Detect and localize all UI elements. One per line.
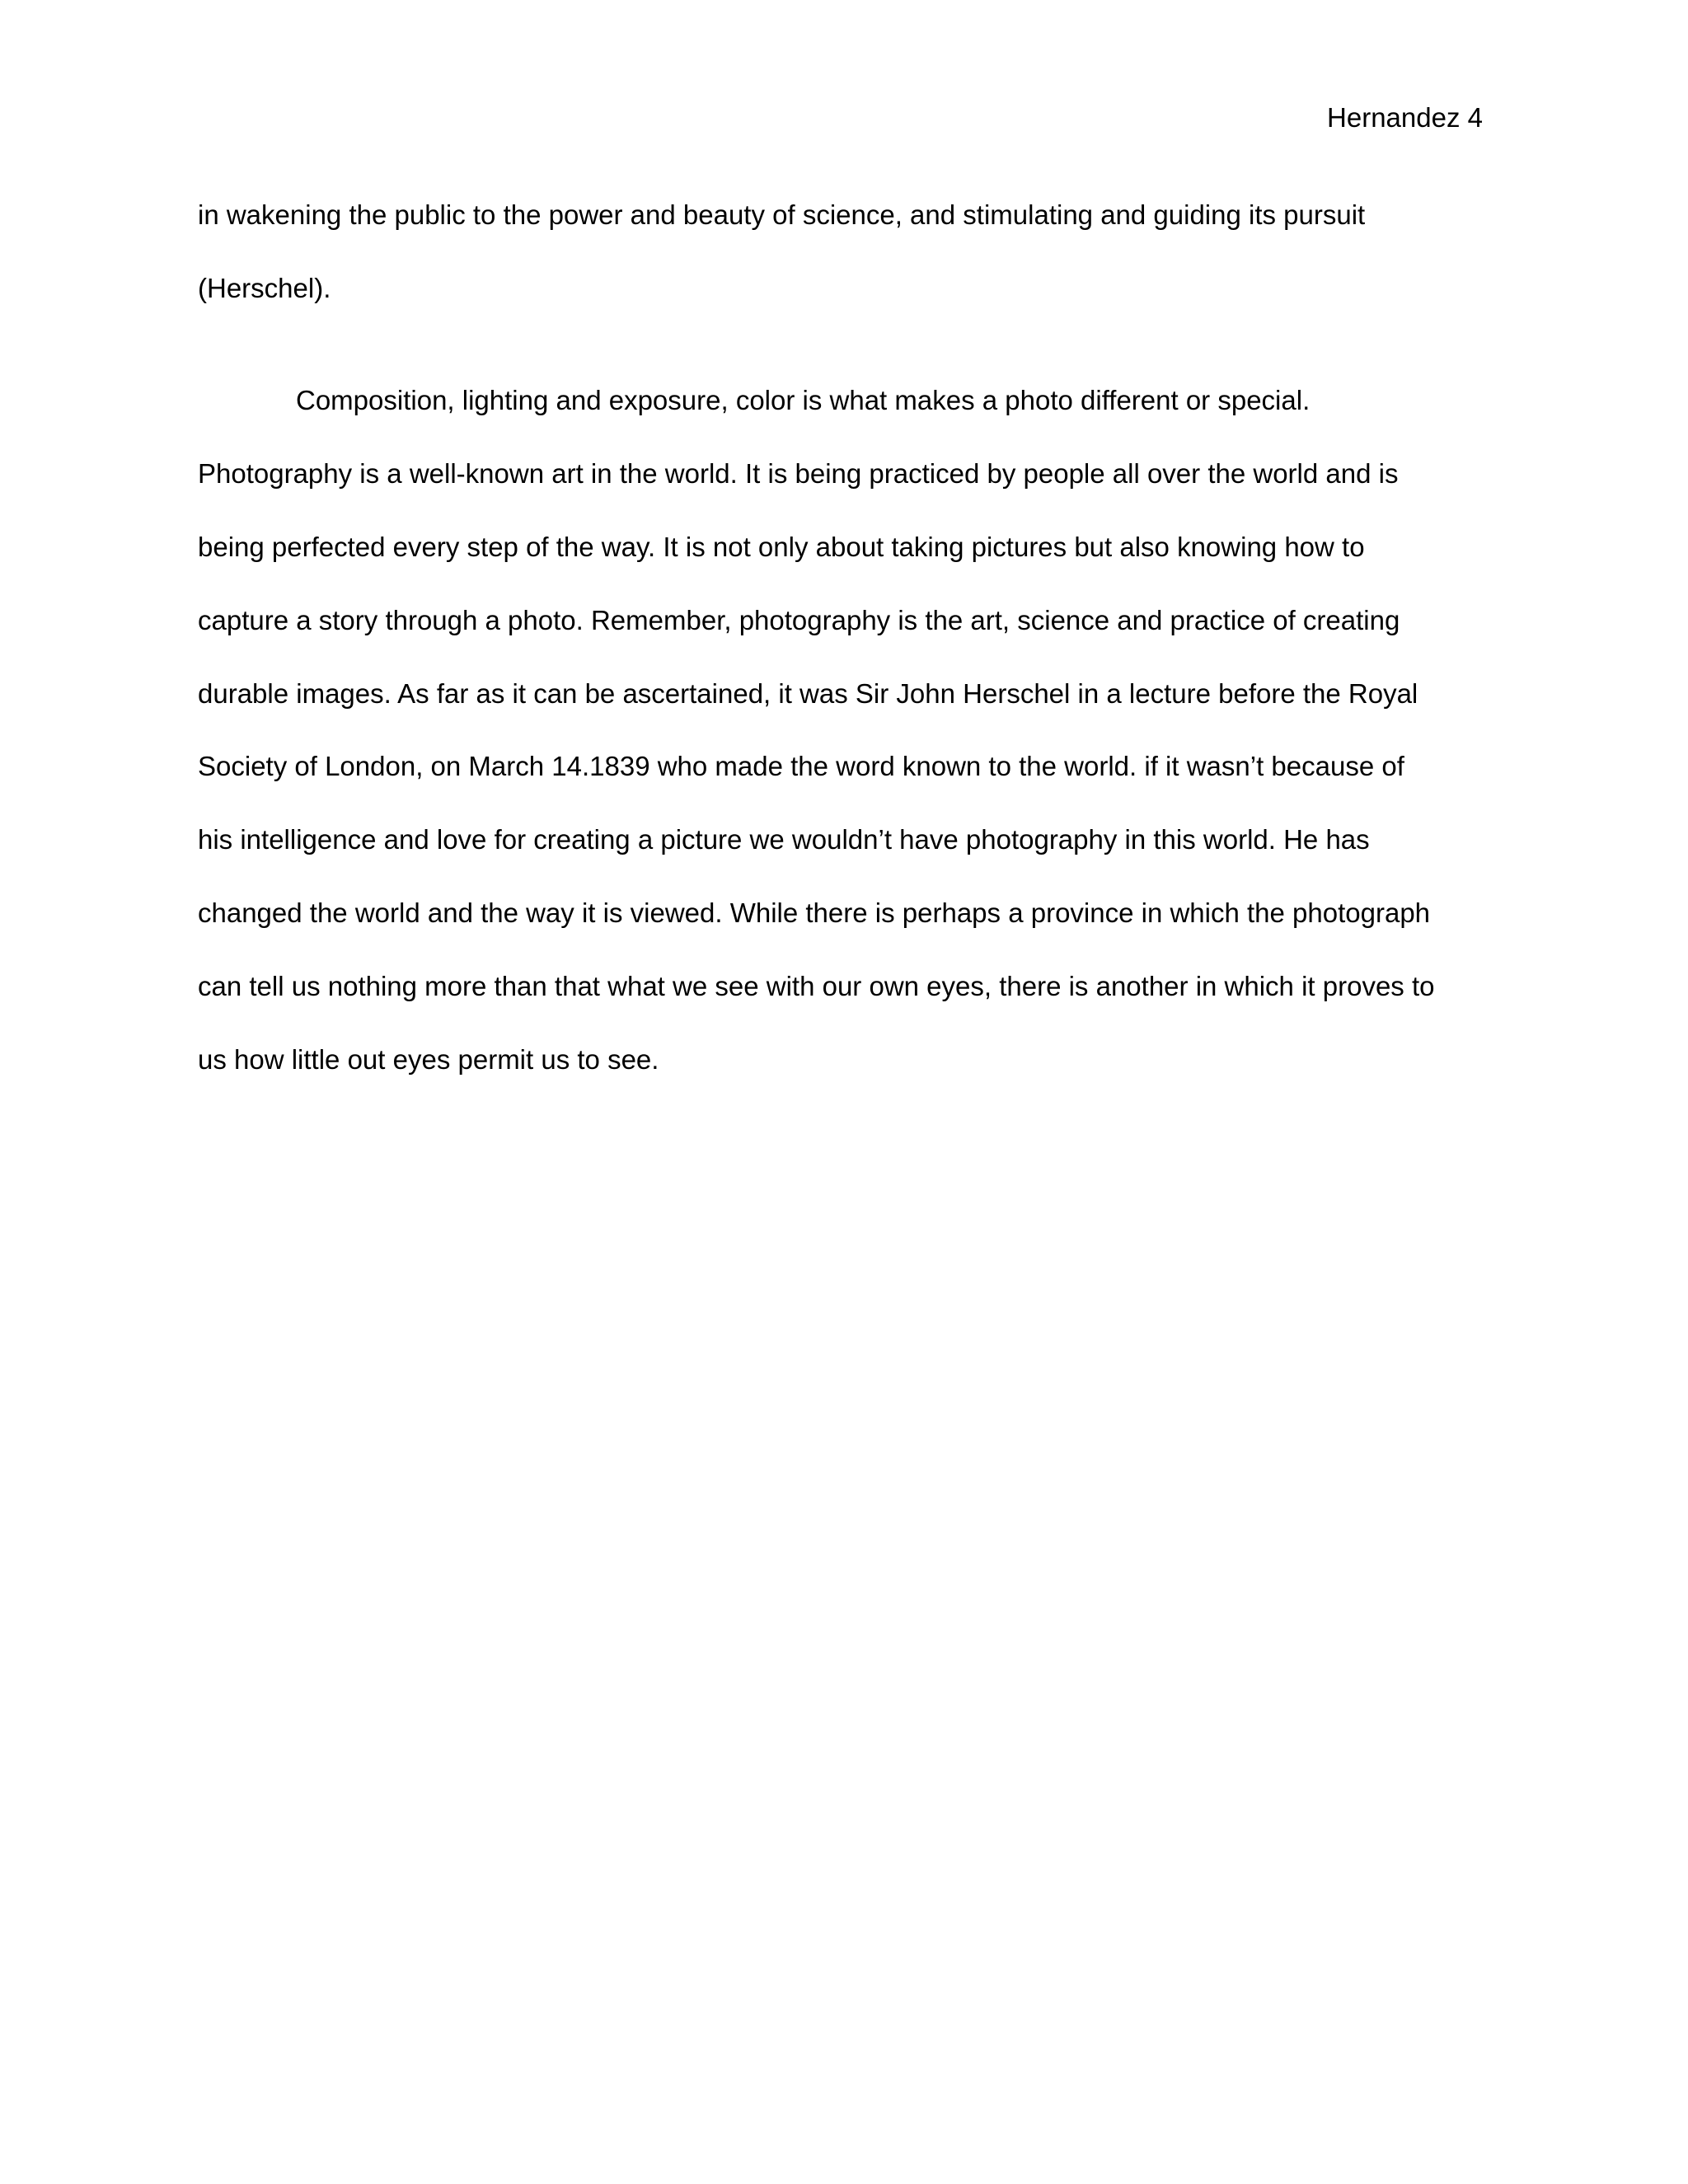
text-line: us how little out eyes permit us to see.: [198, 1044, 659, 1075]
text-line: Photography is a well-known art in the world. It is being practiced by people all over the world and is: [198, 458, 1399, 489]
text-line: Composition, lighting and exposure, color is what makes a photo different or special.: [296, 385, 1311, 415]
running-head: Hernandez 4: [1327, 102, 1483, 133]
text-line: can tell us nothing more than that what we see with our own eyes, there is another in which it proves to: [198, 971, 1435, 1001]
text-line: changed the world and the way it is viewed. While there is perhaps a province in which the photograph: [198, 898, 1431, 928]
text-line: being perfected every step of the way. It is not only about taking pictures but also knowing how to: [198, 532, 1365, 562]
text-line: his intelligence and love for creating a picture we wouldn’t have photography in this world. He has: [198, 824, 1370, 855]
text-line: durable images. As far as it can be ascertained, it was Sir John Herschel in a lecture before the Royal: [198, 678, 1418, 709]
text-line: (Herschel).: [198, 273, 331, 303]
text-line: Society of London, on March 14.1839 who made the word known to the world. if it wasn’t because of: [198, 751, 1404, 781]
text-line: capture a story through a photo. Remember, photography is the art, science and practice of creating: [198, 605, 1400, 635]
text-line: in wakening the public to the power and beauty of science, and stimulating and guiding its pursuit: [198, 199, 1366, 230]
